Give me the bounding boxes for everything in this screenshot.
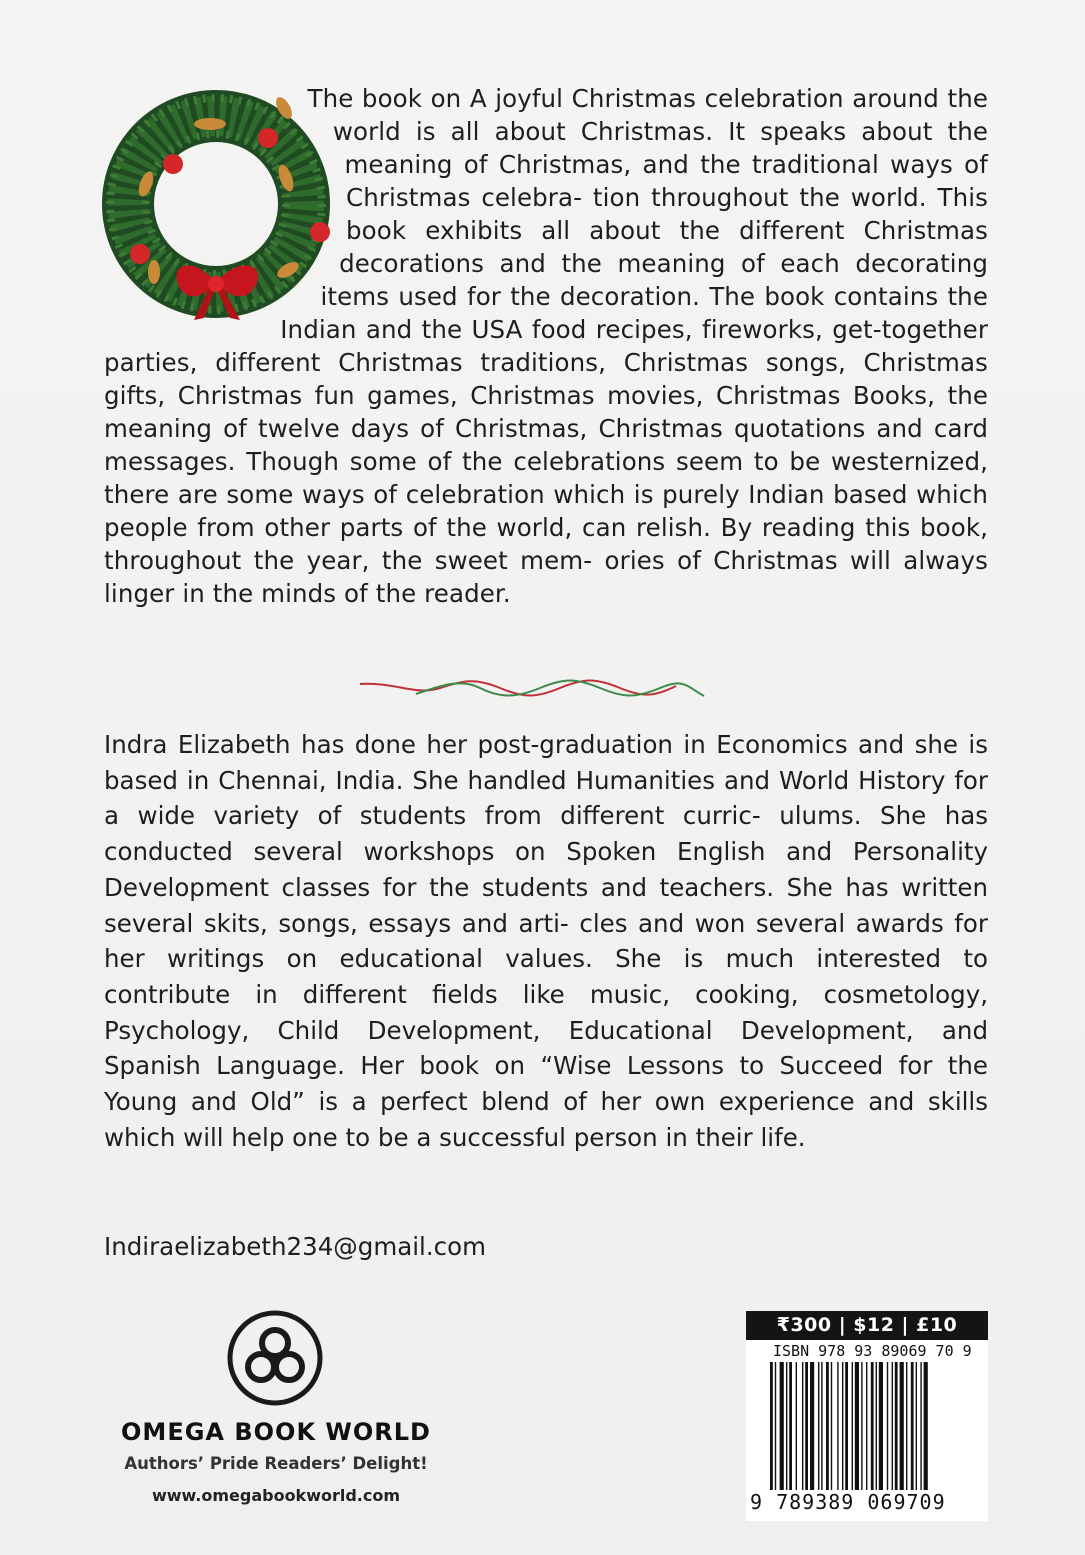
publisher-website: www.omegabookworld.com <box>151 1486 401 1505</box>
author-bio: Indra Elizabeth has done her post-graduation in Economics and she is based in Chennai, India. She handled Humanities and World History for a wide variety of students from different curric- ulums. She has conducted several workshops on Spoken English and Personality Development classes for the students and teachers. She has written several skits, songs, essays and arti- cles and won several awards for her writings on educational values. She is much interested to contribute in different fields like music, cooking, cosmetology, Psychology, Child Development, Educational Development, and Spanish Language. Her book on “Wise Lessons to Succeed for the Young and Old” is a perfect blend of her own experience and skills which will help one to be a successful person in their life. <box>104 730 988 1152</box>
christmas-wreath-illustration <box>98 82 338 327</box>
publisher-tagline: Authors’ Pride Readers’ Delight! <box>124 1454 428 1473</box>
barcode-digits: 9 789389 069709 <box>750 1490 946 1514</box>
book-blurb <box>104 82 988 610</box>
blurb-text: The book on A joyful Christmas celebration around the world is all about Christmas. It speaks about the meaning of Christmas, and the traditional ways of Christmas celebra- tion throughout the world. This book exhibits all about the different Christmas decorations and the meaning of each decorating items used for the decoration. The book contains the Indian and the USA food recipes, fireworks, get-together parties, different Christmas traditions, Christmas songs, Christmas gifts, Christmas fun games, Christmas movies, Christmas Books, the meaning of twelve days of Christmas, Christmas quotations and card messages. Though some of the celebrations seem to be westernized, there are some ways of celebration which is purely Indian based which people from other parts of the world, can relish. By reading this book, throughout the year, the sweet mem- ories of Christmas will always linger in the minds of the reader. <box>104 84 988 608</box>
barcode-icon <box>770 1362 974 1490</box>
author-email: Indiraelizabeth234@gmail.com <box>104 1232 486 1261</box>
publisher-name: OMEGA BOOK WORLD <box>121 1418 431 1446</box>
ornament-divider <box>356 672 708 702</box>
isbn-number: ISBN 978 93 89069 70 9 <box>773 1342 972 1360</box>
price-label: ₹300 | $12 | £10 <box>746 1311 988 1340</box>
omega-logo-icon <box>226 1309 324 1407</box>
